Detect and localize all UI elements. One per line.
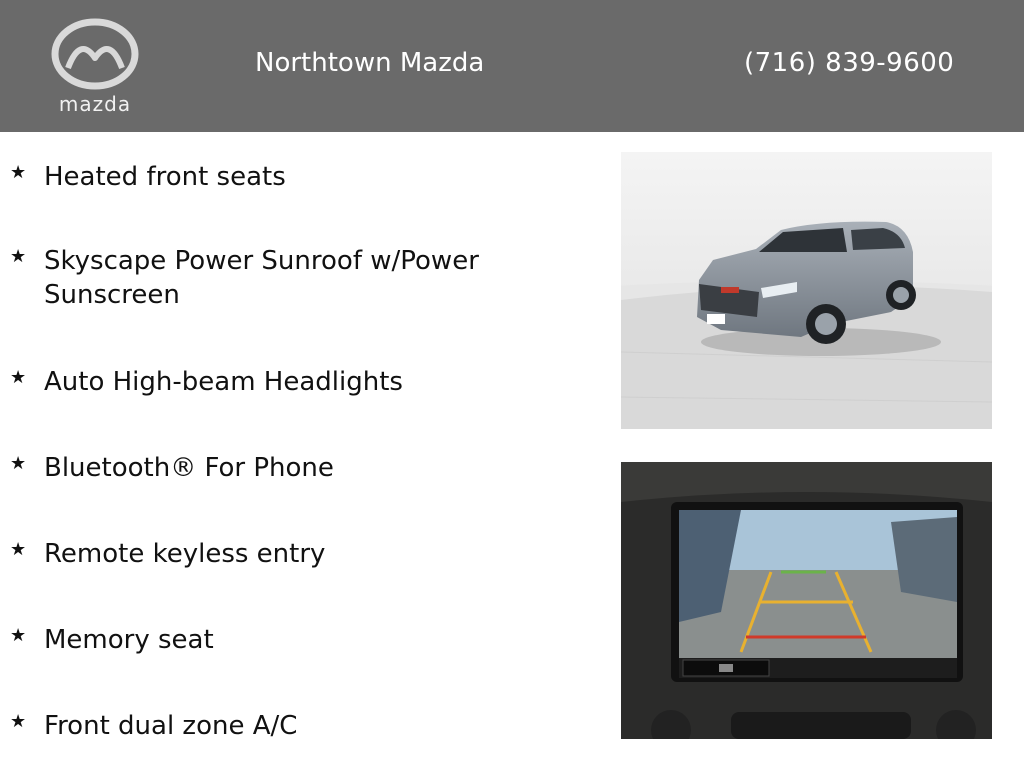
feature-label: Skyscape Power Sunroof w/Power Sunscreen [44, 246, 479, 310]
star-icon: ★ [10, 367, 27, 388]
feature-label: Auto High-beam Headlights [44, 367, 403, 397]
vehicle-photo [621, 152, 992, 429]
feature-label: Remote keyless entry [44, 539, 326, 569]
feature-label: Bluetooth® For Phone [44, 453, 334, 483]
feature-list [0, 132, 600, 768]
mazda-wordmark: mazda [58, 92, 132, 116]
header-banner [0, 0, 1024, 132]
mazda-logo [40, 18, 150, 118]
feature-label: Heated front seats [44, 162, 286, 192]
star-icon: ★ [10, 711, 27, 732]
star-icon: ★ [10, 539, 27, 560]
star-icon: ★ [10, 625, 27, 646]
dealer-name: Northtown Mazda [255, 48, 485, 78]
dealer-phone[interactable]: (716) 839-9600 [744, 48, 955, 78]
star-icon: ★ [10, 453, 27, 474]
feature-label: Memory seat [44, 625, 214, 655]
backup-camera-photo [621, 462, 992, 739]
star-icon: ★ [10, 246, 27, 267]
star-icon: ★ [10, 162, 27, 183]
feature-label: Front dual zone A/C [44, 711, 298, 741]
